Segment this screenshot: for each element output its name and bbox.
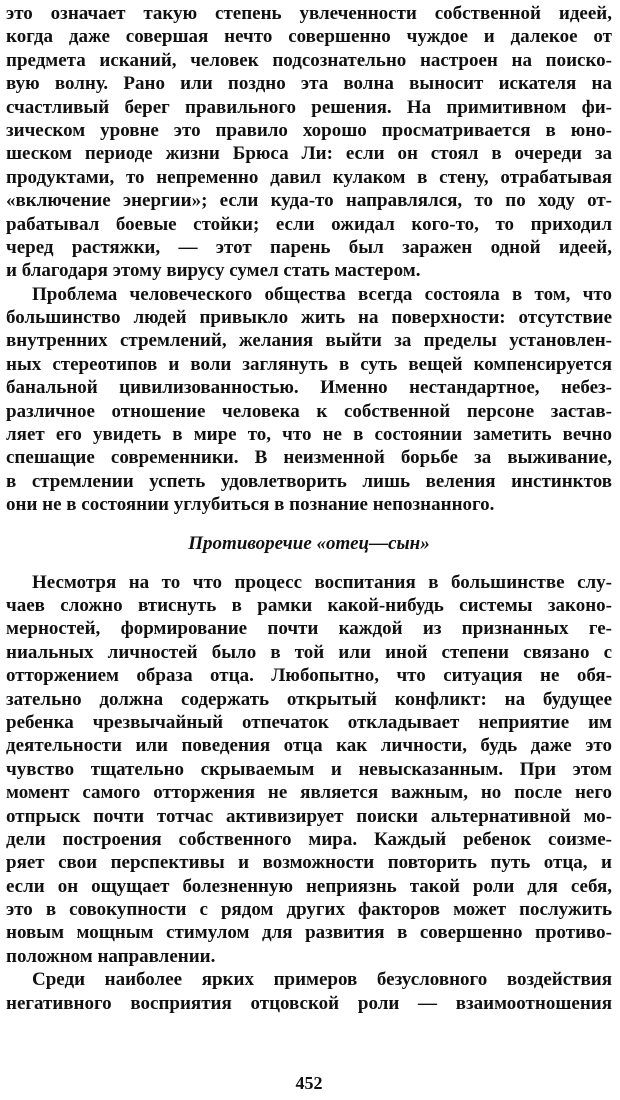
paragraph-2 (6, 283, 612, 517)
text-line: отпрыск почти тотчас активизирует поиски альтернативной мо- (6, 805, 612, 827)
text-line: дели построения собственного мира. Каждый ребенок соизме- (6, 828, 612, 850)
text-line: момент самого отторжения не является важным, но после него (6, 782, 612, 804)
text-line: это означает такую степень увлеченности собственной идеей, (6, 3, 612, 24)
text-line: ряет свои перспективы и возможности повторить путь отца, и (6, 852, 612, 874)
text-line: негативного восприятия отцовской роли — взаимоотношения (6, 992, 612, 1014)
text-line: большинство людей привыкло жить на поверхности: отсутствие (6, 307, 612, 329)
text-line: если он ощущает болезненную неприязнь такой роли для себя, (6, 875, 612, 897)
text-line: ниальных личностей было в той или иной степени связано с (6, 641, 612, 663)
text-line: шеском периоде жизни Брюса Ли: если он стоял в очереди за (6, 143, 612, 165)
text-line: ребенка чрезвычайный отпечаток откладывает неприятие им (6, 711, 612, 733)
text-line: новым мощным стимулом для развития в совершенно противо- (6, 922, 612, 944)
text-line: «включение энергии»; если куда-то направлялся, то по ходу от- (6, 190, 612, 212)
text-line: ляет его увидеть в мире то, что не в состоянии заметить вечно (6, 424, 612, 446)
text-line: банальной цивилизованностью. Именно нестандартное, небез- (6, 377, 612, 399)
text-line: и благодаря этому вирусу сумел стать мастером. (6, 260, 421, 282)
page-number: 452 (295, 1073, 323, 1093)
text-line: зическом уровне это правило хорошо просматривается в юно- (6, 119, 612, 141)
text-line: вую волну. Рано или поздно эта волна выносит искателя на (6, 73, 612, 95)
text-line: Среди наиболее ярких примеров безусловного воздействия (32, 969, 612, 991)
text-line: предмета исканий, человек подсознательно настроен на поиско- (6, 49, 612, 71)
text-line: чаев сложно втиснуть в рамки какой-нибудь системы законо- (6, 594, 612, 616)
text-line: в стремлении успеть удовлетворить лишь веления инстинктов (6, 470, 612, 492)
text-line: рабатывал боевые стойки; если ожидал кого-то, то приходил (6, 213, 612, 235)
text-line: спешащие современники. В неизменной борьбе за выживание, (6, 447, 612, 469)
text-line: они не в состоянии углубиться в познание непознанного. (6, 494, 495, 516)
paragraph-3 (6, 571, 612, 969)
text-line: мерностей, формирование почти каждой из признанных ге- (6, 618, 612, 640)
text-line: Проблема человеческого общества всегда состояла в том, что (32, 283, 612, 305)
text-line: Несмотря на то что процесс воспитания в большинстве слу- (32, 571, 612, 593)
paragraph-1 (6, 2, 612, 283)
text-line: чувство тщательно скрываемым и невысказанным. При этом (6, 758, 612, 780)
text-line: продуктами, то непременно давил кулаком в стену, отрабатывая (6, 166, 612, 188)
text-line: зательно должна содержать открытый конфликт: на будущее (6, 688, 612, 710)
text-line: счастливый берег правильного решения. На примитивном фи- (6, 96, 612, 118)
text-line: черед растяжки, — этот парень был заражен одной идеей, (6, 236, 612, 258)
paragraph-4 (6, 968, 612, 1015)
text-line: деятельности или поведения отца как личности, будь даже это (6, 735, 612, 757)
text-line: положном направлении. (6, 945, 216, 967)
text-line: отторжением образа отца. Любопытно, что ситуация не обя- (6, 665, 612, 687)
text-line: различное отношение человека к собственной персоне застав- (6, 400, 612, 422)
text-line: ных стереотипов и воли заглянуть в суть вещей компенсируется (6, 353, 612, 375)
text-line: это в совокупности с рядом других факторов может послужить (6, 899, 612, 921)
book-page (6, 2, 612, 1096)
text-line: внутренних стремлений, желания выйти за пределы установлен- (6, 330, 612, 352)
section-heading: Противоречие «отец—сын» (188, 532, 430, 554)
text-line: когда даже совершая нечто совершенно чуждое и далекое от (6, 26, 612, 48)
